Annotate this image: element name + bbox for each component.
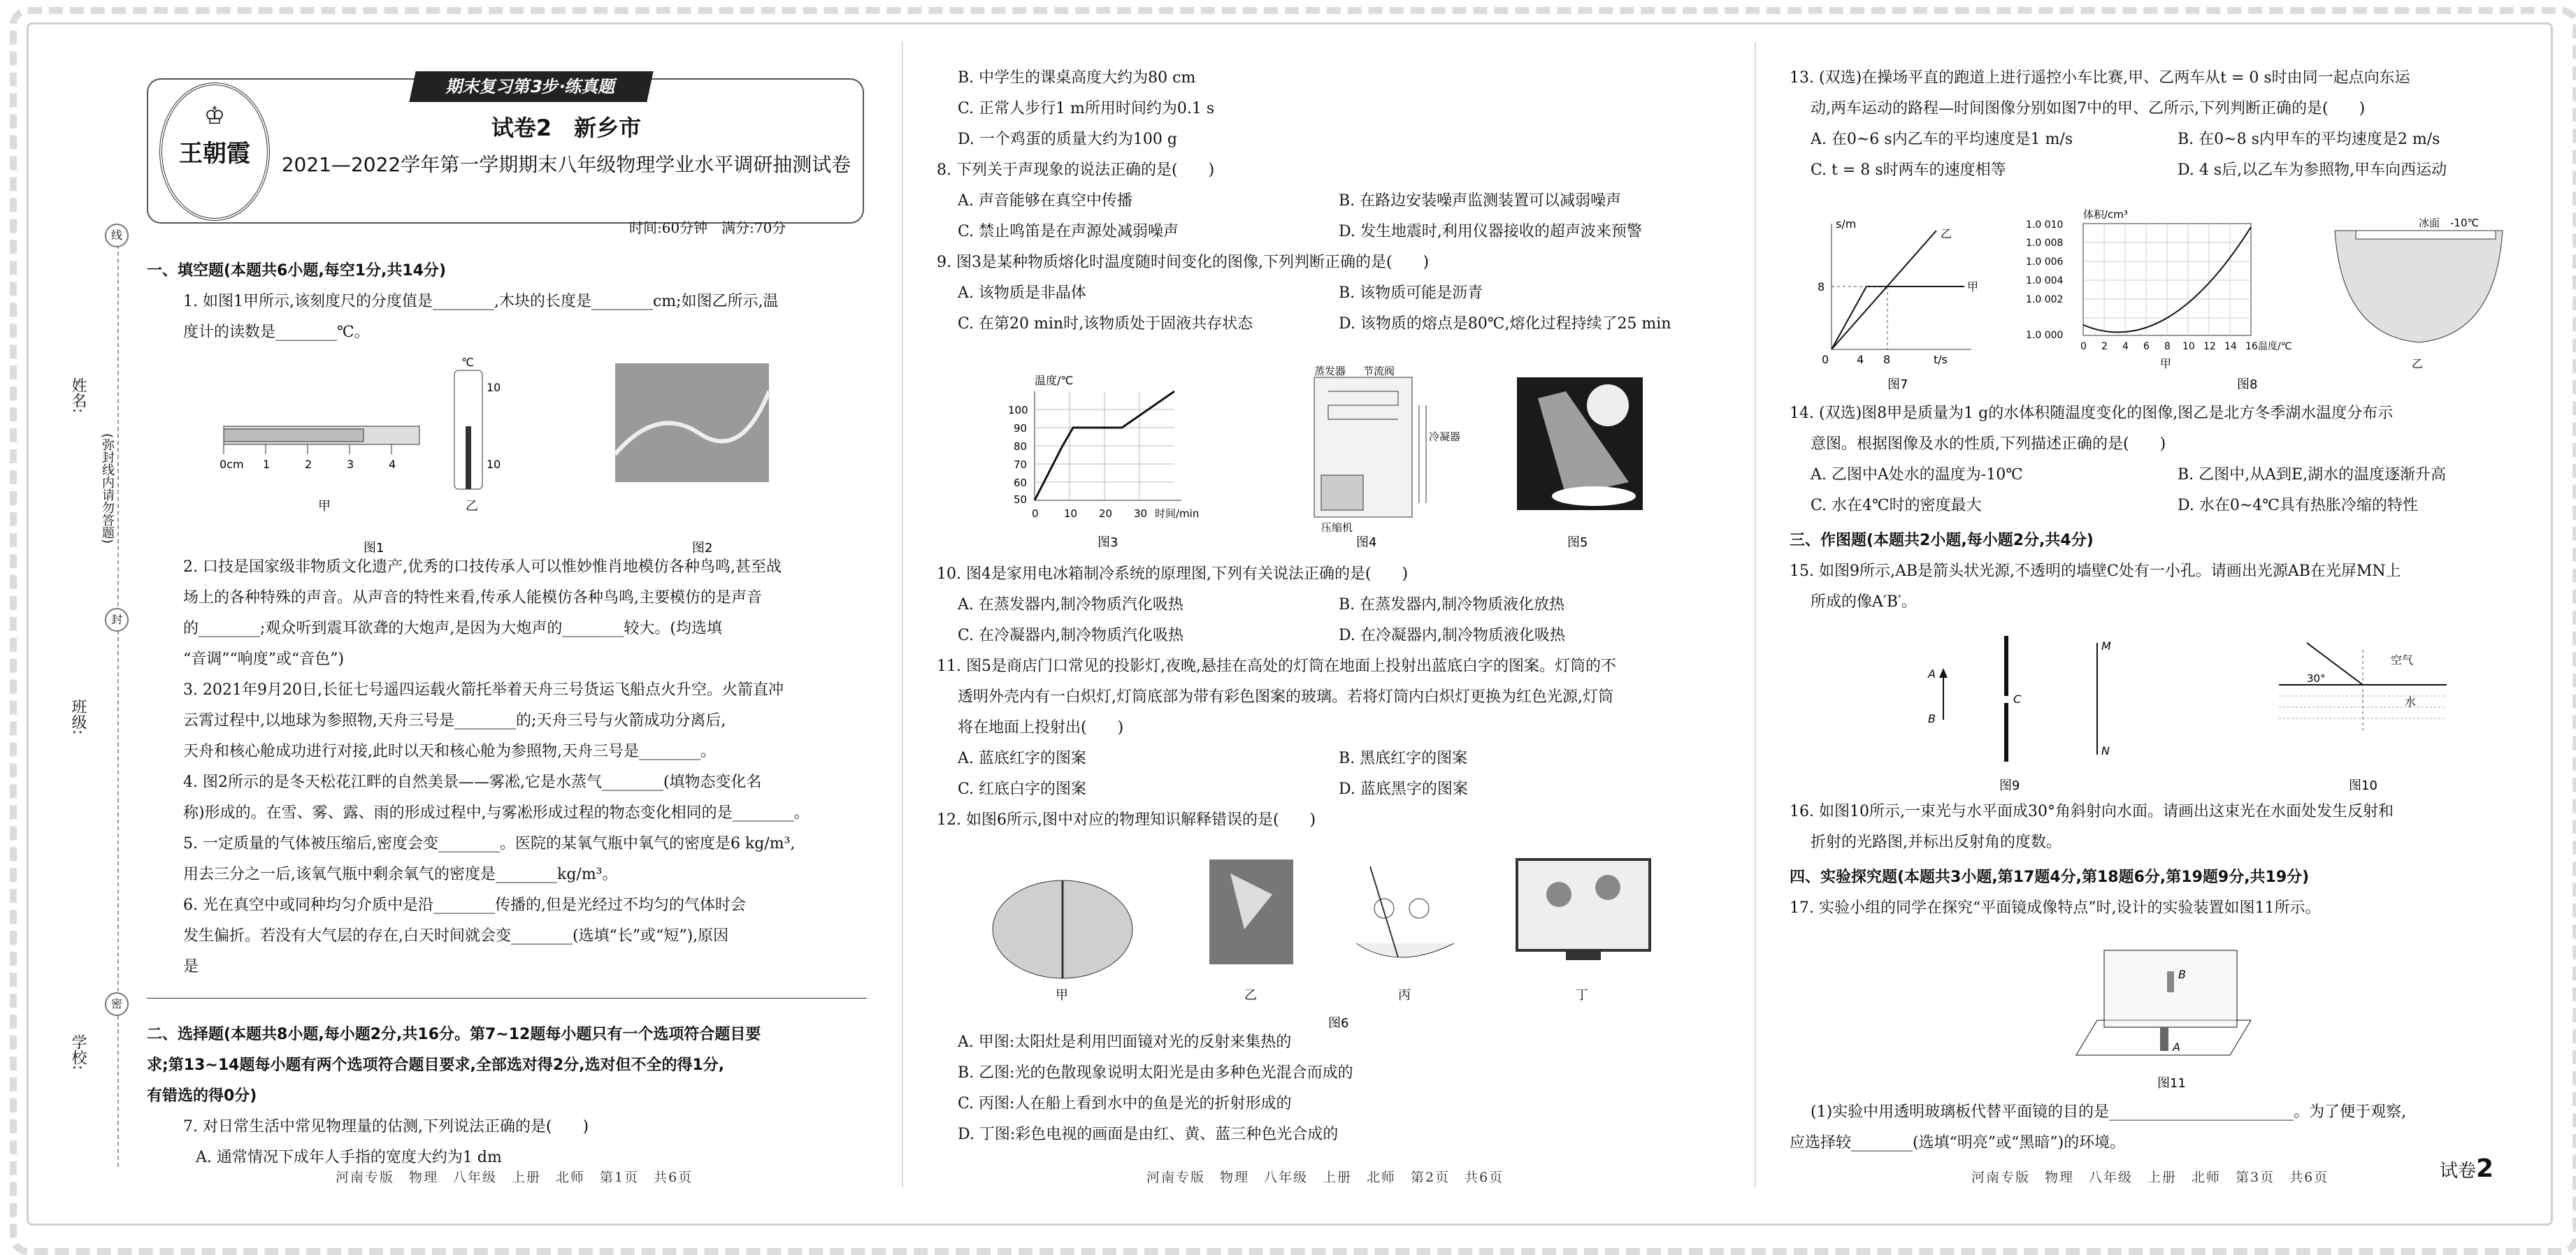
distance-time-chart: [1818, 217, 1978, 392]
x-tick: 4: [1857, 353, 1864, 366]
answer-line: [147, 982, 867, 999]
thermometer-label: 10: [487, 458, 501, 471]
seal-mark: 线: [105, 224, 129, 247]
option-d: D. 4 s后,以乙车为参照物,甲车向西运动: [2178, 161, 2447, 179]
seal-note: (弥封线内请勿答题): [100, 433, 115, 544]
column-3-cont: [1790, 398, 2545, 618]
question-5-line: 用去三分之一后,该氧气瓶中剩余氧气的密度是________kg/m³。: [183, 866, 618, 883]
question-4-line: 称)形成的。在雪、雾、露、雨的形成过程中,与雾凇形成过程的物态变化相同的是________。: [183, 804, 810, 822]
y-tick: 1.0 008: [2026, 238, 2064, 249]
logo-text: 王朝霞: [179, 140, 250, 168]
figure-caption: 图1: [364, 541, 384, 556]
question-9: 9. 图3是某种物质熔化时温度随时间变化的图像,下列判断正确的是( ): [937, 254, 1430, 271]
diagram-label: 压缩机: [1321, 521, 1353, 534]
option-b: B. 在路边安装噪声监测装置可以减弱噪声: [1339, 192, 1622, 210]
question-11: 11. 图5是商店门口常见的投影灯,夜晚,悬挂在高处的灯筒在地面上投射出蓝底白字的图案。灯筒的不: [937, 658, 1616, 675]
school-label: 学校:: [69, 1034, 87, 1071]
figure-7-8-svg: [1804, 203, 2545, 398]
point-label: A: [1928, 667, 1936, 681]
column-2-cont: [937, 559, 1720, 836]
y-tick: 1.0 010: [2026, 219, 2064, 231]
figures-3-4-5: [965, 363, 1720, 559]
ruler-label: 4: [389, 458, 396, 471]
question-5: 5. 一定质量的气体被压缩后,密度会变________。医院的某氧气瓶中氧气的密度是6 kg/m³,: [183, 835, 796, 853]
y-tick: 90: [1014, 422, 1028, 435]
y-tick: 50: [1014, 493, 1028, 506]
figure-sublabel: 乙: [2412, 357, 2424, 370]
point-label: A: [2173, 1040, 2180, 1054]
point-label: B: [2178, 968, 2186, 981]
figure-11: [2069, 936, 2279, 1104]
option-b: B. 黑底红字的图案: [1339, 750, 1468, 767]
option-a: A. 乙图中A处水的温度为-10℃: [1811, 466, 2023, 484]
ruler-ticks: [224, 444, 391, 454]
question-2-line: “音调”“响度”或“音色”): [183, 651, 345, 668]
x-tick: 0: [2080, 341, 2087, 352]
option-d: D. 在冷凝器内,制冷物质液化吸热: [1339, 627, 1565, 644]
question-13-options: [1790, 124, 2545, 186]
paper-title: 试卷2 新乡市: [491, 115, 642, 141]
seal-line: [117, 231, 119, 1167]
lake-diagram: [2237, 217, 2503, 392]
column-3-final: [1790, 1097, 2545, 1159]
figure-9-10-svg: [1887, 629, 2517, 797]
figure-sublabel: 乙: [466, 499, 478, 514]
question-14: 14. (双选)图8甲是质量为1 g的水体积随温度变化的图像,图乙是北方冬季湖水温度分布示: [1790, 405, 2394, 422]
compressor: [1321, 475, 1363, 510]
page-footer: 河南专版 物理 八年级 上册 北师 第3页 共6页: [1971, 1170, 2329, 1185]
figure-caption: 图4: [1356, 535, 1377, 550]
tv-stand: [1566, 950, 1601, 960]
condenser-coil: [1412, 405, 1426, 503]
y-tick: 100: [1008, 404, 1028, 416]
question-2: 2. 口技是国家级非物质文化遗产,优秀的口技传承人可以惟妙惟肖地模仿各种鸟鸣,甚至战: [183, 558, 782, 576]
candle-b: [2167, 971, 2174, 992]
person-icon: [1374, 899, 1394, 918]
figure-caption: 图5: [1567, 535, 1588, 550]
question-7: 7. 对日常生活中常见物理量的估测,下列说法正确的是( ): [183, 1118, 589, 1136]
column-1-cont: [147, 552, 867, 1173]
x-tick: 0: [1032, 507, 1039, 520]
y-tick: 1.0 004: [2026, 275, 2064, 286]
question-2-line: 场上的各种特殊的声音。从声音的特性来看,传承人能模仿各种鸟鸣,主要模仿的是声音: [183, 589, 762, 607]
gridlines: [1035, 391, 1174, 500]
question-10-options: [937, 590, 1720, 651]
figure-caption: 图2: [692, 541, 713, 556]
line-label: 乙: [1941, 227, 1952, 240]
class-label: 班级:: [69, 699, 87, 735]
option-c: C. 红底白字的图案: [958, 781, 1087, 798]
volume-temperature-chart: [2026, 208, 2291, 370]
logo-crown-icon: ♔: [203, 102, 226, 130]
y-axis-label: 体积/cm³: [2083, 208, 2128, 221]
wood-block: [224, 429, 364, 442]
y-axis-label: s/m: [1836, 217, 1857, 231]
question-8: 8. 下列关于声现象的说法正确的是( ): [937, 161, 1215, 179]
question-9-options: [937, 278, 1720, 340]
y-tick: 1.0 000: [2026, 330, 2064, 341]
question-13: 13. (双选)在操场平直的跑道上进行遥控小车比赛,甲、乙两车从t = 0 s时由同一起点向东运: [1790, 69, 2410, 87]
figure-sublabel: 甲: [2160, 357, 2172, 370]
option-c: C. 在第20 min时,该物质处于固液共存状态: [958, 315, 1253, 333]
x-tick: 20: [1099, 507, 1113, 520]
x-tick: 30: [1134, 507, 1148, 520]
figure-3-svg: [965, 363, 1720, 559]
refraction-diagram: [2279, 643, 2447, 793]
option-b: B. 乙图:光的色散现象说明太阳光是由多种色光混合而成的: [958, 1064, 1353, 1082]
name-label: 姓名:: [69, 377, 87, 414]
figure-caption: 图9: [1999, 778, 2020, 793]
line-jia: [1832, 286, 1964, 349]
question-17-part1: (1)实验中用透明玻璃板代替平面镜的目的是________________________。为了便于观察,: [1811, 1103, 2407, 1121]
option-b: B. 中学生的课桌高度大约为80 cm: [958, 69, 1196, 87]
section-heading: 一、填空题(本题共6小题,每空1分,共14分): [147, 262, 447, 280]
point-label: B: [1928, 712, 1936, 725]
fridge-diagram: [1314, 365, 1460, 550]
figures-9-10: [1887, 629, 2517, 797]
option-b: B. 在蒸发器内,制冷物质液化放热: [1339, 596, 1565, 614]
option-a: A. 通常情况下成年人手指的宽度大约为1 dm: [196, 1149, 502, 1166]
seal-mark: 封: [105, 608, 129, 632]
figure-sublabel: 甲: [1056, 988, 1068, 1003]
ruler-label: 1: [263, 458, 271, 471]
pinhole-diagram: [1927, 636, 2111, 793]
option-b: B. 乙图中,从A到E,湖水的温度逐渐升高: [2178, 466, 2447, 484]
line-label: 甲: [1967, 280, 1979, 293]
option-a: A. 该物质是非晶体: [958, 284, 1086, 302]
time-info: 时间:60分钟 满分:70分: [629, 219, 786, 236]
question-2-line: 的________;观众听到震耳欲聋的大炮声,是因为大炮声的________较大。(均选填: [183, 620, 722, 637]
page-footer: 河南专版 物理 八年级 上册 北师 第1页 共6页: [336, 1170, 693, 1185]
x-tick: 6: [2143, 341, 2150, 352]
balloon-icon: [1595, 875, 1620, 900]
column-1: [147, 252, 867, 348]
question-1: 1. 如图1甲所示,该刻度尺的分度值是________,木块的长度是________cm;如图乙所示,温: [183, 293, 779, 310]
figure-sublabel: 丙: [1398, 988, 1411, 1003]
paper-number-value: 2: [2476, 1154, 2494, 1183]
column-2: [937, 63, 1720, 340]
thermometer-liquid: [466, 426, 471, 489]
point-label: M: [2101, 639, 2111, 653]
y-tick: 60: [1014, 477, 1028, 489]
question-16: 16. 如图10所示,一束光与水平面成30°角斜射向水面。请画出这束光在水面处发生反射和: [1790, 803, 2394, 820]
x-tick: 10: [1064, 507, 1078, 520]
ruler-label: 0cm: [220, 458, 244, 471]
person-icon: [1409, 899, 1429, 918]
column-3-end: [1790, 797, 2545, 924]
figure-sublabel: 丁: [1576, 988, 1588, 1003]
option-c: C. t = 8 s时两车的速度相等: [1811, 161, 2006, 179]
question-12: 12. 如图6所示,图中对应的物理知识解释错误的是( ): [937, 811, 1316, 829]
ruler-label: 2: [305, 458, 312, 471]
figure-caption: 图10: [2349, 778, 2377, 793]
paper-number: [2440, 1154, 2494, 1183]
figure-sublabel: 甲: [318, 499, 331, 514]
point-label: N: [2101, 744, 2110, 757]
figure-caption: 图8: [2237, 377, 2258, 392]
y-tick: 1.0 006: [2026, 256, 2064, 268]
diagram-label: 冷凝器: [1429, 430, 1461, 443]
option-c: C. 禁止鸣笛是在声源处减弱噪声: [958, 223, 1179, 240]
column-3: [1790, 63, 2545, 186]
question-6-line: 是: [183, 958, 199, 975]
x-tick: 10: [2182, 341, 2195, 352]
option-a: A. 在蒸发器内,制冷物质汽化吸热: [958, 596, 1183, 614]
projector-photo: [1517, 377, 1643, 550]
question-8-options: [937, 186, 1720, 247]
question-15-line: 所成的像A′B′。: [1811, 593, 1917, 611]
figure-caption: 图3: [1098, 535, 1118, 550]
x-tick: 8: [2164, 341, 2171, 352]
question-17-part1-line: 应选择较________(选填“明亮”或“黑暗”)的环境。: [1790, 1134, 2126, 1152]
section-heading: 二、选择题(本题共8小题,每小题2分,共16分。第7~12题每小题只有一个选项符合题目要: [147, 1026, 761, 1043]
publisher-logo: [159, 82, 270, 221]
question-4: 4. 图2所示的是冬天松花江畔的自然美景——雾凇,它是水蒸气________(填物态变化名: [183, 774, 762, 791]
question-13-line: 动,两车运动的路程—时间图像分别如图7中的甲、乙所示,下列判断正确的是( ): [1811, 100, 2366, 117]
section-heading-line: 求;第13~14题每小题有两个选项符合题目要求,全部选对得2分,选对但不全的得1分,: [147, 1057, 725, 1074]
medium-label: 空气: [2391, 653, 2414, 667]
rime-photo: [615, 363, 769, 482]
question-6-line: 发生偏折。若没有大气层的存在,白天时间就会变________(选填“长”或“短”),原因: [183, 927, 729, 945]
y-tick: 1.0 002: [2026, 294, 2064, 305]
x-tick: 16: [2245, 341, 2258, 352]
figure-11-svg: [2069, 936, 2279, 1104]
x-tick: 4: [2122, 341, 2129, 352]
question-3: 3. 2021年9月20日,长征七号遥四运载火箭托举着天舟三号货运飞船点火升空。火箭直冲: [183, 681, 784, 699]
option-d: D. 该物质的熔点是80℃,熔化过程持续了25 min: [1339, 315, 1671, 333]
option-a: A. 蓝底红字的图案: [958, 750, 1086, 767]
figure-6: [965, 853, 1720, 1034]
question-3-line: 天舟和核心舱成功进行对接,此时以天和核心舱为参照物,天舟三号是________。: [183, 743, 716, 760]
question-16-line: 折射的光路图,并标出反射角的度数。: [1811, 834, 2061, 851]
column-divider: [902, 42, 903, 1188]
figures-7-8: [1804, 203, 2545, 398]
header-ribbon: 期末复习第3步·练真题: [409, 71, 653, 102]
option-b: B. 该物质可能是沥青: [1339, 284, 1483, 302]
page-footer: 河南专版 物理 八年级 上册 北师 第2页 共6页: [1146, 1170, 1504, 1185]
line-yi: [1832, 231, 1936, 349]
arrow-head-icon: [1939, 668, 1948, 678]
x-axis-label: 温度/℃: [2258, 341, 2292, 352]
thermometer-unit: ℃: [461, 356, 474, 369]
figure-sublabel: 乙: [1244, 988, 1257, 1003]
question-11-line: 将在地面上投射出( ): [958, 719, 1124, 737]
paper-number-label: 试卷: [2440, 1161, 2477, 1182]
seal-mark: 密: [105, 992, 129, 1016]
lamp-icon: [1587, 384, 1629, 426]
figure-caption: 图7: [1887, 377, 1908, 392]
section-heading-line: 有错选的得0分): [147, 1087, 257, 1105]
tv-screen: [1517, 859, 1650, 950]
question-15: 15. 如图9所示,AB是箭头状光源,不透明的墙壁C处有一小孔。请画出光源AB在光屏MN上: [1790, 563, 2401, 580]
option-c: C. 丙图:人在船上看到水中的鱼是光的折射形成的: [958, 1095, 1292, 1112]
column-2-end: [937, 1027, 1720, 1150]
option-d: D. 水在0~4℃具有热胀冷缩的特性: [2178, 497, 2418, 514]
balloon-icon: [1546, 882, 1571, 907]
y-tick: 8: [1818, 280, 1825, 293]
x-tick: 14: [2224, 341, 2237, 352]
x-tick: 2: [2101, 341, 2108, 352]
question-11-line: 透明外壳内有一白炽灯,灯筒底部为带有彩色图案的玻璃。若将灯筒内白炽灯更换为红色光源,灯筒: [958, 688, 1613, 706]
thermometer-label: 10: [487, 381, 501, 394]
figure-1-svg: [210, 349, 839, 559]
option-d: D. 一个鸡蛋的质量大约为100 g: [958, 131, 1177, 148]
option-d: D. 蓝底黑字的图案: [1339, 781, 1468, 798]
figure-1-2: [210, 349, 839, 559]
angle-label: 30°: [2307, 672, 2326, 685]
figure-caption: 图11: [2157, 1076, 2186, 1091]
figure-caption: 图6: [1328, 1016, 1349, 1031]
ice-layer: [2356, 231, 2496, 239]
question-17: 17. 实验小组的同学在探究“平面镜成像特点”时,设计的实验装置如图11所示。: [1790, 899, 2321, 917]
question-11-options: [937, 743, 1720, 805]
y-axis-label: 温度/℃: [1035, 374, 1074, 387]
option-b: B. 在0~8 s内甲车的平均速度是2 m/s: [2178, 131, 2440, 148]
question-10: 10. 图4是家用电冰箱制冷系统的原理图,下列有关说法正确的是( ): [937, 565, 1409, 583]
column-divider: [1755, 42, 1756, 1188]
option-a: A. 甲图:太阳灶是利用凹面镜对光的反射来集热的: [958, 1033, 1292, 1051]
question-1-cont: 度计的读数是________℃。: [183, 324, 370, 341]
option-d: D. 丁图:彩色电视的画面是由红、黄、蓝三种色光合成的: [958, 1126, 1339, 1143]
option-c: C. 水在4℃时的密度最大: [1811, 497, 1982, 514]
projected-pattern: [1552, 486, 1636, 506]
question-14-line: 意图。根据图像及水的性质,下列描述正确的是( ): [1811, 435, 2166, 453]
point-label: C: [2013, 692, 2022, 706]
melting-chart: [1008, 374, 1199, 550]
candle-a: [2160, 1027, 2168, 1051]
ruler-label: 3: [347, 458, 354, 471]
section-heading: 三、作图题(本题共2小题,每小题2分,共4分): [1790, 532, 2094, 549]
diagram-label: 节流阀: [1363, 365, 1395, 377]
x-tick: 8: [1883, 353, 1891, 366]
x-tick: 12: [2203, 341, 2216, 352]
option-a: A. 声音能够在真空中传播: [958, 192, 1132, 210]
y-tick: 70: [1014, 458, 1028, 471]
option-a: A. 在0~6 s内乙车的平均速度是1 m/s: [1811, 131, 2073, 148]
x-axis-label: t/s: [1934, 353, 1948, 366]
y-tick: 80: [1014, 440, 1028, 453]
option-d: D. 发生地震时,利用仪器接收的超声波来预警: [1339, 223, 1642, 240]
option-c: C. 正常人步行1 m所用时间约为0.1 s: [958, 100, 1215, 117]
figure-6-svg: [965, 853, 1720, 1034]
lake-basin: [2335, 231, 2503, 342]
paper-subtitle: 2021—2022学年第一学期期末八年级物理学业水平调研抽测试卷: [281, 153, 851, 176]
boat-icon: [1356, 943, 1454, 957]
section-heading: 四、实验探究题(本题共3小题,第17题4分,第18题6分,第19题9分,共19分): [1790, 869, 2310, 886]
lake-label: 冰面 -10℃: [2419, 217, 2480, 229]
medium-label: 水: [2405, 695, 2417, 709]
question-3-line: 云霄过程中,以地球为参照物,天舟三号是________的;天舟三号与火箭成功分离后,: [183, 712, 726, 730]
x-axis-label: 时间/min: [1155, 507, 1200, 520]
option-c: C. 在冷凝器内,制冷物质汽化吸热: [958, 627, 1184, 644]
x-tick: 0: [1822, 353, 1829, 366]
question-6: 6. 光在真空中或同种均匀介质中是沿________传播的,但是光经过不均匀的气体时会: [183, 897, 746, 914]
question-14-options: [1790, 460, 2545, 521]
diagram-label: 蒸发器: [1314, 365, 1346, 377]
